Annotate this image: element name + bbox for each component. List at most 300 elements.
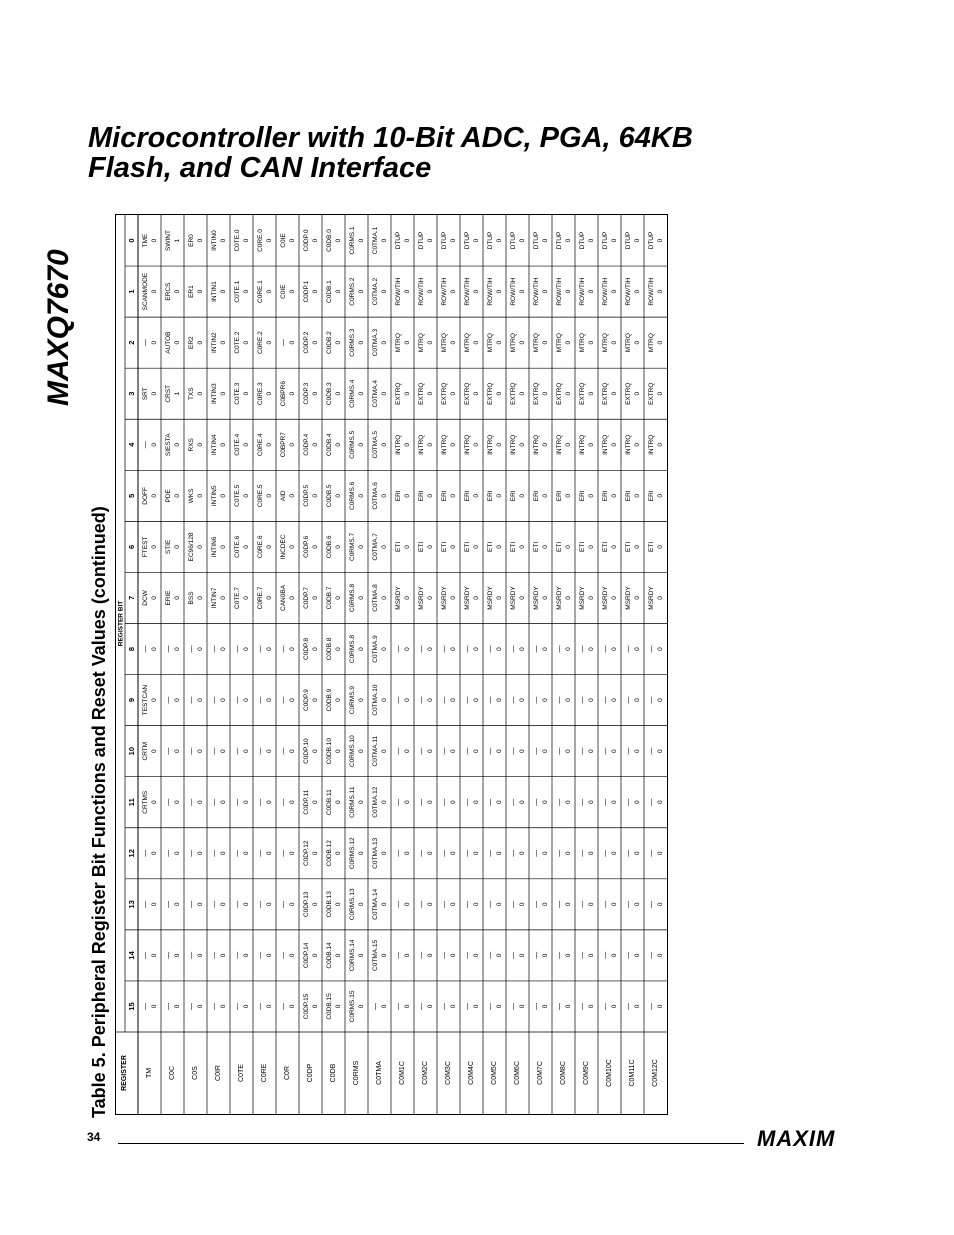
reset-value: 0 [197, 391, 205, 396]
bit-function: SWINT [164, 230, 172, 252]
bit-function: RXS [187, 438, 195, 452]
reset-value: 0 [289, 953, 297, 958]
reset-value: 0 [197, 442, 205, 447]
reset-value: 0 [473, 442, 481, 447]
reset-value: 0 [266, 851, 274, 856]
reset-value: 0 [266, 391, 274, 396]
reset-value: 0 [542, 749, 550, 753]
bit-function: ROW/TIH [463, 277, 471, 306]
reset-value: 0 [427, 953, 435, 958]
bit-number-8: 8 [127, 646, 136, 652]
reset-value: 0 [220, 698, 228, 702]
bit-function: DTUP [440, 231, 448, 250]
reset-value: 0 [611, 698, 619, 702]
reset-value: 0 [588, 340, 596, 345]
bit-function: — [210, 951, 218, 959]
bit-function: ERI [624, 490, 632, 502]
bit-function: — [394, 1002, 402, 1010]
reset-value: 0 [588, 391, 596, 396]
bit-function: C0RMS.10 [348, 735, 356, 768]
reset-value: 0 [657, 851, 665, 856]
bit-function: — [647, 849, 655, 857]
reset-value: 0 [151, 340, 159, 345]
reset-value: 0 [427, 596, 435, 600]
reset-value: 0 [335, 902, 343, 907]
reset-value: 0 [243, 545, 251, 549]
reset-value: 0 [588, 953, 596, 958]
reset-value: 0 [427, 647, 435, 651]
bit-function: — [555, 900, 563, 908]
table-caption-text: Table 5. Peripheral Register Bit Functions and Reset Values (continued) [89, 506, 109, 1118]
bit-function: BSS [187, 591, 195, 605]
bit-function: INTRQ [509, 434, 517, 455]
reset-value: 0 [381, 340, 389, 345]
reset-value: 0 [243, 442, 251, 447]
reset-value: 0 [197, 902, 205, 907]
bit-function: C0RMS.3 [348, 328, 356, 357]
register-name-C0M3C: C0M3C [445, 1061, 452, 1085]
bit-function: — [463, 1002, 471, 1010]
reset-value: 0 [496, 851, 504, 856]
table-caption [84, 478, 114, 1118]
reset-value: 0 [611, 545, 619, 549]
reset-value: 0 [381, 289, 389, 294]
reset-value: 0 [243, 494, 251, 498]
reset-value: 0 [450, 494, 458, 498]
reset-value: 0 [220, 289, 228, 294]
bit-function: MTRQ [417, 333, 425, 353]
bit-function: — [601, 900, 609, 908]
bit-function: ROW/TIH [624, 277, 632, 306]
reset-value: 0 [381, 442, 389, 447]
reset-value: 0 [312, 647, 320, 651]
bit-function: INTRQ [463, 434, 471, 455]
bit-function: — [233, 1002, 241, 1010]
reset-value: 0 [611, 749, 619, 753]
bit-function: — [486, 849, 494, 857]
bit-function: — [463, 696, 471, 704]
bit-function: C0TE.4 [233, 433, 241, 456]
bit-function: SIESTA [164, 433, 172, 457]
bit-number-11: 11 [127, 798, 136, 807]
bit-function: FTEST [141, 536, 149, 558]
reset-value: 0 [565, 238, 573, 243]
reset-value: 0 [243, 647, 251, 651]
reset-value: 0 [473, 800, 481, 805]
bit-function: C0RMS.2 [348, 277, 356, 306]
reset-value: 0 [404, 800, 412, 805]
bit-function: — [164, 645, 172, 653]
reset-value: 0 [220, 902, 228, 907]
bit-function: — [509, 645, 517, 653]
bit-function: — [578, 951, 586, 959]
bit-function: — [601, 798, 609, 806]
reset-value: 0 [496, 340, 504, 345]
bit-function: C0RE.4 [256, 433, 264, 457]
bit-function: INTIN0 [210, 230, 218, 251]
bit-function: EC96/128 [187, 532, 195, 562]
reset-value: 0 [335, 494, 343, 498]
reset-value: 0 [381, 698, 389, 702]
bit-function: EXTRQ [624, 382, 632, 405]
reset-value: 0 [404, 902, 412, 907]
bit-function: EXTRQ [394, 382, 402, 405]
bit-function: C0DP.1 [302, 280, 310, 303]
bit-function: ERIE [164, 590, 172, 606]
bit-function: DTUP [486, 231, 494, 250]
reset-value: 0 [381, 596, 389, 600]
bit-function: MSRDY [624, 586, 632, 610]
bit-function: C0TMA.7 [371, 533, 379, 561]
reset-value: 0 [197, 545, 205, 549]
bit-function: C0RE.0 [256, 229, 264, 252]
bit-function: ER2 [187, 336, 195, 349]
register-name-C0M4C: C0M4C [468, 1061, 475, 1085]
bit-function: — [509, 849, 517, 857]
reset-value: 0 [427, 749, 435, 753]
bit-number-9: 9 [127, 698, 136, 703]
bit-function: C0TMA.9 [371, 635, 379, 663]
reset-value: 0 [519, 238, 527, 243]
bit-function: ROW/TIH [532, 277, 540, 306]
side-product-title-text: MAXQ7670 [42, 249, 75, 406]
register-name-TM: TM [146, 1067, 153, 1079]
bit-number-7: 7 [127, 595, 136, 601]
bit-function: — [164, 696, 172, 704]
bit-function: — [601, 747, 609, 755]
reset-value: 0 [335, 340, 343, 345]
reset-value: 0 [634, 340, 642, 345]
bit-function: — [233, 645, 241, 653]
reset-value: 0 [358, 596, 366, 600]
bit-number-12: 12 [127, 849, 136, 858]
reset-value: 0 [657, 545, 665, 549]
reset-value: 0 [496, 442, 504, 447]
reset-value: 0 [335, 647, 343, 651]
reset-value: 0 [634, 238, 642, 243]
reset-value: 0 [657, 391, 665, 396]
reset-value: 0 [473, 902, 481, 907]
bit-function: INTRQ [486, 434, 494, 455]
reset-value: 0 [312, 494, 320, 498]
bit-function: C0RMS.8 [348, 634, 356, 664]
bit-function: C0TMA.3 [371, 328, 379, 357]
bit-function: — [279, 339, 287, 347]
bit-function: C0DB.3 [325, 382, 333, 406]
reset-value: 0 [381, 545, 389, 549]
reset-value: 0 [611, 391, 619, 396]
maxim-logo [755, 1127, 865, 1154]
reset-value: 0 [312, 902, 320, 907]
bit-function: MSRDY [440, 586, 448, 610]
reset-value: 0 [174, 545, 182, 549]
reset-value: 0 [358, 289, 366, 294]
reset-value: 0 [496, 238, 504, 243]
bit-function: — [141, 339, 149, 347]
reset-value: 0 [634, 647, 642, 651]
bit-function: C0RE.2 [256, 331, 264, 355]
reset-value: 0 [427, 800, 435, 805]
bit-function: C0DP.8 [302, 638, 310, 660]
reset-value: 0 [335, 545, 343, 549]
reset-value: 0 [266, 749, 274, 753]
reset-value: 0 [427, 494, 435, 498]
bit-function: — [233, 696, 241, 704]
page-title: Microcontroller with 10-Bit ADC, PGA, 64KB Flash, and CAN Interface [88, 122, 693, 184]
reset-value: 0 [381, 238, 389, 243]
reset-value: 0 [381, 953, 389, 958]
bit-function: C0DP.9 [302, 689, 310, 712]
bit-function: CRTMS [141, 790, 149, 814]
bit-function: — [164, 951, 172, 959]
bit-function: — [233, 951, 241, 959]
reset-value: 0 [657, 800, 665, 805]
bit-function: — [624, 696, 632, 704]
reset-value: 0 [358, 238, 366, 243]
bit-function: — [279, 849, 287, 857]
bit-function: — [210, 900, 218, 908]
bit-function: INTRQ [601, 434, 609, 455]
reset-value: 0 [542, 953, 550, 958]
bit-number-10: 10 [127, 746, 136, 756]
reset-value: 0 [473, 289, 481, 294]
register-name-C0C: C0C [169, 1065, 176, 1081]
bit-function: EXTRQ [486, 382, 494, 405]
bit-function: C0TMA.15 [371, 939, 379, 971]
bit-function: ERI [555, 490, 563, 502]
bit-function: C0RMS.13 [348, 888, 356, 921]
reset-value: 0 [473, 953, 481, 958]
reset-value: 0 [289, 800, 297, 805]
bit-function: C0RE.1 [256, 280, 264, 303]
reset-value: 0 [358, 902, 366, 907]
bit-function: — [233, 798, 241, 806]
reset-value: 0 [220, 545, 228, 549]
reset-value: 0 [404, 647, 412, 651]
bit-function: MTRQ [578, 333, 586, 353]
reset-value: 0 [427, 851, 435, 856]
reset-value: 0 [381, 494, 389, 498]
bit-function: ETI [463, 541, 471, 552]
register-name-C0M1C: C0M1C [399, 1061, 406, 1085]
reset-value: 0 [335, 800, 343, 805]
reset-value: 0 [404, 289, 412, 294]
bit-function: C0RMS.9 [348, 686, 356, 715]
reset-value: 0 [358, 800, 366, 805]
bit-function: INTIN3 [210, 383, 218, 405]
bit-function: — [624, 747, 632, 755]
reset-value: 0 [496, 902, 504, 907]
reset-value: 0 [542, 647, 550, 651]
reset-value: 0 [174, 902, 182, 907]
bit-function: ERI [532, 490, 540, 502]
bit-function: — [578, 747, 586, 755]
reset-value: 0 [289, 698, 297, 702]
reset-value: 0 [404, 545, 412, 549]
bit-function: — [210, 1002, 218, 1010]
reset-value: 0 [289, 289, 297, 294]
bit-function: — [601, 645, 609, 653]
reset-value: 0 [266, 647, 274, 651]
bit-function: — [187, 849, 195, 857]
register-name-C0IR: C0IR [215, 1065, 222, 1081]
reset-value: 0 [542, 902, 550, 907]
register-table [115, 214, 668, 1115]
reset-value: 0 [542, 1004, 550, 1009]
bit-function: — [532, 849, 540, 857]
bit-function: — [164, 798, 172, 806]
bit-function: — [624, 798, 632, 806]
reset-value: 0 [197, 596, 205, 600]
reset-value: 0 [335, 1004, 343, 1009]
bit-function: ERI [509, 490, 517, 502]
bit-function: ETI [647, 541, 655, 552]
register-bit-group-header: REGISTER BIT [117, 600, 125, 647]
reset-value: 0 [450, 442, 458, 447]
bit-function: — [187, 747, 195, 755]
bit-function: TXS [187, 387, 195, 401]
reset-value: 0 [289, 494, 297, 498]
bit-function: INTRQ [440, 434, 448, 455]
bit-function: MSRDY [509, 586, 517, 610]
bit-function: ETI [532, 541, 540, 552]
bit-function: INTRQ [647, 434, 655, 455]
reset-value: 0 [312, 953, 320, 958]
reset-value: 0 [312, 749, 320, 753]
bit-function: — [601, 1002, 609, 1010]
reset-value: 0 [358, 545, 366, 549]
bit-function: ETI [394, 541, 402, 552]
bit-function: — [279, 1002, 287, 1010]
reset-value: 0 [312, 596, 320, 600]
bit-function: C0DB.2 [325, 331, 333, 355]
bit-function: — [417, 696, 425, 704]
reset-value: 0 [404, 698, 412, 702]
reset-value: 0 [634, 442, 642, 447]
bit-function: — [624, 900, 632, 908]
bit-function: — [486, 951, 494, 959]
bit-function: ERI [578, 490, 586, 502]
bit-function: ETI [486, 541, 494, 552]
bit-function: — [141, 441, 149, 449]
reset-value: 0 [611, 647, 619, 651]
bit-function: INTRQ [394, 434, 402, 455]
bit-function: — [279, 951, 287, 959]
reset-value: 0 [657, 340, 665, 345]
bit-function: — [394, 849, 402, 857]
reset-value: 0 [151, 851, 159, 856]
reset-value: 0 [220, 238, 228, 243]
reset-value: 0 [381, 647, 389, 651]
reset-value: 0 [473, 647, 481, 651]
bit-function: MTRQ [394, 333, 402, 353]
bit-function: C0DP.7 [302, 587, 310, 609]
reset-value: 0 [358, 340, 366, 345]
reset-value: 0 [289, 391, 297, 396]
bit-function: — [233, 849, 241, 857]
bit-function: — [486, 747, 494, 755]
bit-function: — [532, 747, 540, 755]
bit-function: EXTRQ [555, 382, 563, 405]
bit-function: INTRQ [578, 434, 586, 455]
reset-value: 0 [266, 340, 274, 345]
reset-value: 0 [519, 1004, 527, 1009]
reset-value: 0 [174, 698, 182, 702]
bit-function: ETI [601, 541, 609, 552]
bit-function: — [601, 849, 609, 857]
bit-function: AID [279, 490, 287, 502]
bit-function: EXTRQ [578, 382, 586, 405]
reset-value: 0 [220, 494, 228, 498]
reset-value: 0 [151, 494, 159, 498]
reset-value: 0 [151, 391, 159, 396]
bit-function: INTIN6 [210, 536, 218, 558]
bit-function: C0DP.14 [302, 942, 310, 969]
bit-function: C0RMS.7 [348, 532, 356, 561]
bit-function: — [624, 645, 632, 653]
reset-value: 0 [404, 851, 412, 856]
reset-value: 0 [243, 238, 251, 243]
reset-value: 0 [588, 442, 596, 447]
reset-value: 0 [174, 851, 182, 856]
reset-value: 0 [358, 1004, 366, 1009]
reset-value: 0 [220, 1004, 228, 1009]
reset-value: 0 [634, 596, 642, 600]
bit-function: — [509, 798, 517, 806]
reset-value: 0 [588, 289, 596, 294]
bit-function: C0RMS.11 [348, 786, 356, 818]
reset-value: 0 [588, 596, 596, 600]
register-name-C0M5C: C0M5C [491, 1061, 498, 1085]
reset-value: 0 [473, 596, 481, 600]
bit-function: MTRQ [486, 333, 494, 353]
reset-value: 0 [151, 1004, 159, 1009]
reset-value: 0 [151, 238, 159, 243]
bit-function: INTRQ [624, 434, 632, 455]
reset-value: 0 [404, 238, 412, 243]
reset-value: 0 [496, 494, 504, 498]
reset-value: 0 [197, 851, 205, 856]
reset-value: 0 [588, 749, 596, 753]
bit-function: DOFF [141, 486, 149, 505]
reset-value: 0 [174, 647, 182, 651]
bit-function: C0DB.6 [325, 535, 333, 559]
bit-function: — [210, 798, 218, 806]
reset-value: 0 [358, 698, 366, 702]
bit-function: INTIN1 [210, 281, 218, 302]
reset-value: 0 [266, 698, 274, 702]
bit-function: ERI [440, 490, 448, 502]
page-number: 34 [87, 1130, 101, 1144]
bit-function: DTUP [601, 231, 609, 250]
reset-value: 0 [289, 238, 297, 243]
bit-function: MSRDY [486, 586, 494, 610]
reset-value: 0 [289, 1004, 297, 1009]
reset-value: 0 [657, 953, 665, 958]
reset-value: 0 [473, 545, 481, 549]
reset-value: 0 [266, 545, 274, 549]
register-name-C0DB: C0DB [330, 1063, 337, 1083]
reset-value: 0 [519, 749, 527, 753]
bit-number-2: 2 [127, 340, 136, 345]
bit-function: EXTRQ [440, 382, 448, 405]
bit-function: — [486, 696, 494, 704]
bit-function: INTIN2 [210, 332, 218, 353]
reset-value: 0 [381, 391, 389, 396]
reset-value: 0 [243, 902, 251, 907]
bit-function: C0RE.3 [256, 382, 264, 406]
reset-value: 0 [197, 238, 205, 243]
